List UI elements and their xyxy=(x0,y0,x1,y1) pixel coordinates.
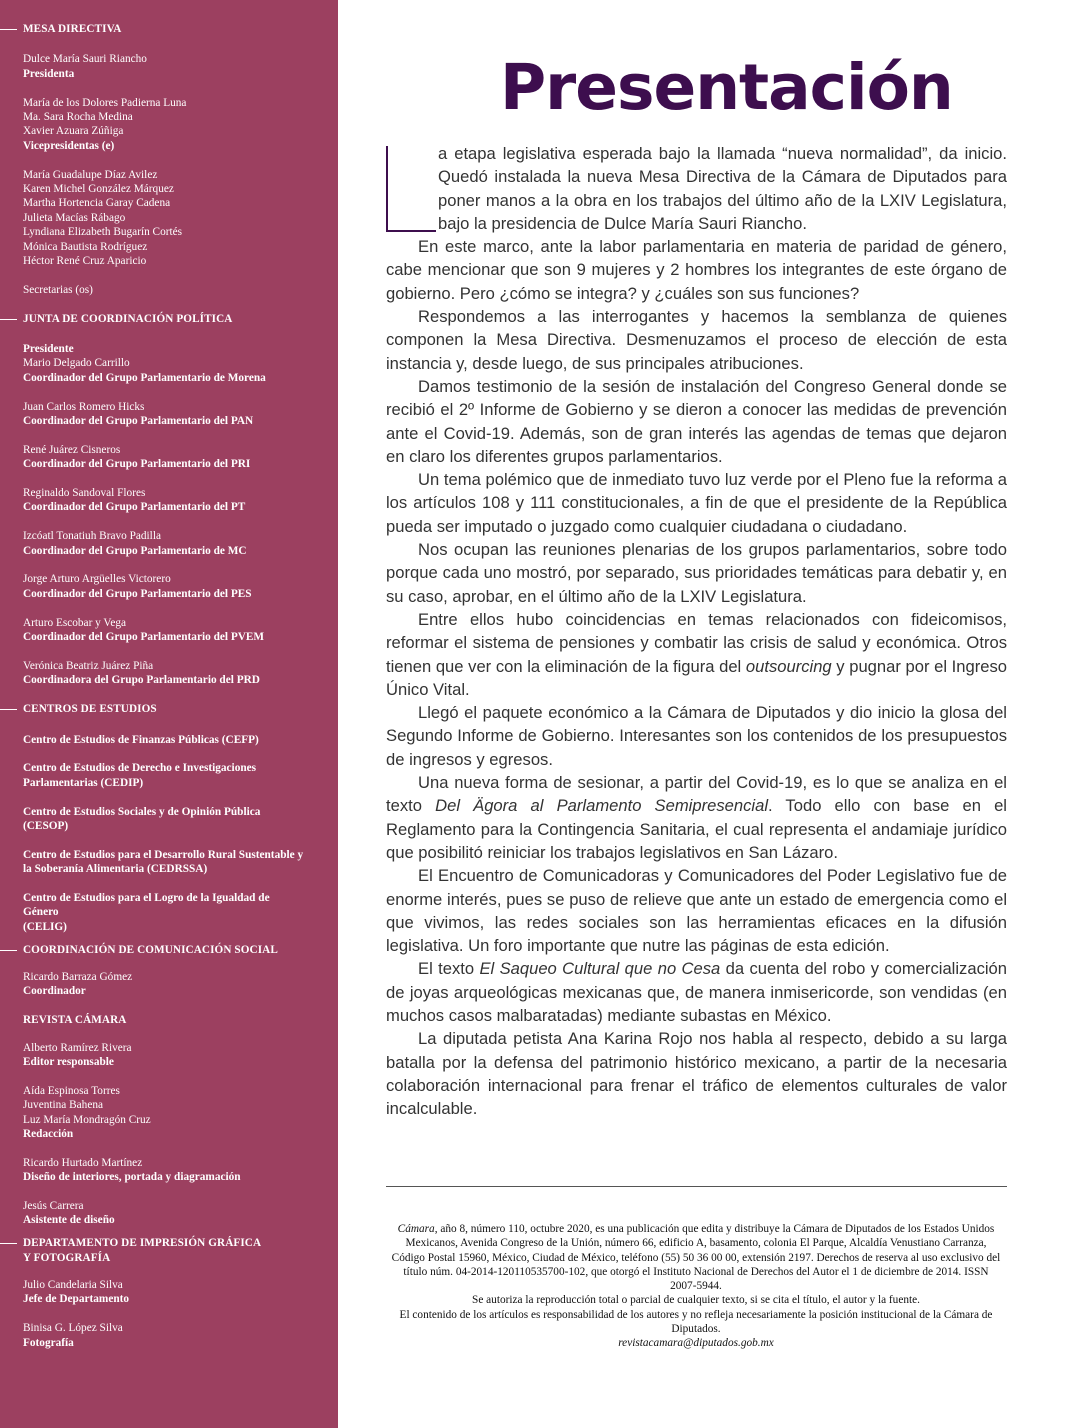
section-centros xyxy=(23,702,330,934)
staff-groups xyxy=(23,1041,330,1228)
staff-name: Juventina Bahena xyxy=(23,1099,103,1112)
staff-role: Presidente xyxy=(23,343,74,356)
paragraph-text: El texto xyxy=(418,959,480,979)
staff-group xyxy=(23,529,330,558)
staff-group xyxy=(23,659,330,688)
staff-name: Julieta Macías Rábago xyxy=(23,211,126,224)
staff-name: Héctor René Cruz Aparicio xyxy=(23,255,147,268)
staff-role: Coordinador del Grupo Parlamentario de Morena xyxy=(23,371,266,384)
staff-groups xyxy=(23,1278,330,1350)
footer-divider xyxy=(386,1186,1007,1187)
article-paragraph: Respondemos a las interrogantes y hacemos la semblanza de quienes componen la Mesa Directiva. Desmenuzamos el proceso de elección de esta instancia y, desde luego, de sus principales atribuciones. xyxy=(386,307,1007,373)
staff-name: María de los Dolores Padierna Luna xyxy=(23,96,187,109)
staff-name: Karen Michel González Márquez xyxy=(23,183,174,196)
publication-name: Cámara xyxy=(397,1223,435,1235)
staff-group xyxy=(23,400,330,429)
article-paragraph: Nos ocupan las reuniones plenarias de los grupos parlamentarios, sobre todo porque cada uno mostró, por separado, sus prioridades temáticas para debatir y, en su caso, aprobar, en el último año de la LXIV Legislatura. xyxy=(386,540,1007,606)
staff-name: René Juárez Cisneros xyxy=(23,443,121,456)
staff-name: Lyndiana Elizabeth Bugarín Cortés xyxy=(23,226,183,239)
staff-role: Coordinador del Grupo Parlamentario del PVEM xyxy=(23,631,265,644)
staff-role: Género xyxy=(23,906,59,919)
article-paragraph xyxy=(386,142,1007,235)
staff-group xyxy=(23,805,330,834)
staff-name: María Guadalupe Díaz Avilez xyxy=(23,168,158,181)
staff-groups xyxy=(23,342,330,688)
paragraph-text: da cuenta del robo y comercialización de joyas arqueológicas mexicanas que, de manera inmisericorde, son vendidas (en muchos casos malbaratadas) mediante subastas en México. xyxy=(386,959,1008,1025)
paragraph-text: . Todo ello con base en el Reglamento para la Contingencia Sanitaria, el cual representa el andamiaje jurídico que posibilitó reiniciar los trabajos legislativos en San Lázaro. xyxy=(386,796,1007,862)
staff-name: Binisa G. López Silva xyxy=(23,1322,123,1335)
staff-role: (CESOP) xyxy=(23,819,69,832)
staff-group xyxy=(23,891,330,934)
staff-role: Jefe de Departamento xyxy=(23,1293,130,1306)
staff-name: Dulce María Sauri Riancho xyxy=(23,53,147,66)
staff-group xyxy=(23,733,330,747)
section-heading: COORDINACIÓN DE COMUNICACIÓN SOCIAL xyxy=(23,943,330,957)
page-title: Presentación xyxy=(500,51,953,124)
paragraph-text: y pugnar por el Ingreso Único Vital. xyxy=(386,656,1007,699)
staff-group xyxy=(23,848,330,877)
staff-name: Reginaldo Sandoval Flores xyxy=(23,487,146,500)
staff-role: Coordinadora del Grupo Parlamentario del PRD xyxy=(23,674,260,687)
article-paragraph xyxy=(386,771,1007,864)
staff-role: Coordinador del Grupo Parlamentario del PT xyxy=(23,501,246,514)
staff-group xyxy=(23,1156,330,1185)
staff-role: (CELIG) xyxy=(23,920,67,933)
staff-name: Juan Carlos Romero Hicks xyxy=(23,400,145,413)
paragraph-text: Una nueva forma de sesionar, a partir del Covid-19, es lo que se analiza en el texto xyxy=(386,773,1007,816)
staff-name: Izcóatl Tonatiuh Bravo Padilla xyxy=(23,530,161,543)
staff-group xyxy=(23,1084,330,1142)
staff-name: Alberto Ramírez Rivera xyxy=(23,1041,132,1054)
staff-role: la Soberanía Alimentaria (CEDRSSA) xyxy=(23,863,208,876)
paragraph-italic: Del Ägora al Parlamento Semipresencial xyxy=(435,796,768,816)
staff-name: Martha Hortencia Garay Cadena xyxy=(23,197,171,210)
colophon-main xyxy=(390,1222,1002,1293)
colophon-rights: Se autoriza la reproducción total o parcial de cualquier texto, si se cita el título, el autor y la fuente. xyxy=(472,1294,920,1307)
staff-role: Editor responsable xyxy=(23,1055,114,1068)
staff-name: Julio Candelaria Silva xyxy=(23,1278,123,1291)
staff-group xyxy=(23,342,330,385)
staff-name: Luz María Mondragón Cruz xyxy=(23,1113,151,1126)
staff-role: Coordinador del Grupo Parlamentario del PRI xyxy=(23,458,251,471)
staff-name: Ma. Sara Rocha Medina xyxy=(23,111,133,124)
staff-role: Coordinador xyxy=(23,985,86,998)
staff-groups xyxy=(23,733,330,935)
paragraph-text: a etapa legislativa esperada bajo la llamada “nueva normalidad”, da inicio. Quedó instalada la nueva Mesa Directiva de la Cámara de Diputados para poner manos a la obra en los trabajos del último año de la LXIV Legislatura, bajo la presidencia de Dulce María Sauri Riancho. xyxy=(438,144,1007,233)
section-junta xyxy=(23,312,330,688)
article-body xyxy=(386,142,1007,1120)
staff-group xyxy=(23,486,330,515)
section-heading: REVISTA CÁMARA xyxy=(23,1014,127,1027)
colophon-disclaimer: El contenido de los artículos es responsabilidad de los autores y no refleja necesariamente la posición institucional de la Cámara de Diputados. xyxy=(399,1308,993,1336)
section-comunicacion xyxy=(23,943,330,999)
staff-groups xyxy=(23,970,330,999)
staff-group xyxy=(23,1199,330,1228)
staff-group xyxy=(23,1041,330,1070)
staff-group xyxy=(23,970,330,999)
colophon xyxy=(390,1222,1002,1351)
staff-name: Aída Espinosa Torres xyxy=(23,1084,120,1097)
staff-group xyxy=(23,443,330,472)
staff-name: Mario Delgado Carrillo xyxy=(23,357,130,370)
article-paragraph xyxy=(386,608,1007,701)
staff-group xyxy=(23,52,330,81)
staff-role: Coordinador del Grupo Parlamentario del PAN xyxy=(23,415,254,428)
staff-name: Ricardo Barraza Gómez xyxy=(23,970,133,983)
article-paragraph: Llegó el paquete económico a la Cámara de Diputados y dio inicio la glosa del Segundo Informe de Gobierno. Interesantes son los contenidos de los presupuestos de ingresos y egresos. xyxy=(386,703,1007,769)
staff-name: Jorge Arturo Argüelles Victorero xyxy=(23,573,171,586)
staff-role: Coordinador del Grupo Parlamentario del PES xyxy=(23,587,252,600)
staff-group xyxy=(23,1278,330,1307)
section-heading: CENTROS DE ESTUDIOS xyxy=(23,702,330,716)
staff-name: Secretarias (os) xyxy=(23,283,93,296)
staff-groups xyxy=(23,52,330,297)
staff-group xyxy=(23,168,330,269)
staff-name: Arturo Escobar y Vega xyxy=(23,616,127,629)
section-heading: JUNTA DE COORDINACIÓN POLÍTICA xyxy=(23,312,330,326)
paragraph-text: Entre ellos hubo coincidencias en temas relacionados con fideicomisos, reformar el sistema de pensiones y combatir las crisis de salud y económica. Otros tienen que ver con la eliminación de la figura del xyxy=(386,609,1007,676)
masthead-sidebar xyxy=(0,0,338,1428)
dropcap-ornament xyxy=(386,146,438,232)
staff-group xyxy=(23,283,330,297)
staff-group xyxy=(23,572,330,601)
staff-role: Centro de Estudios para el Desarrollo Rural Sustentable y xyxy=(23,848,304,861)
section-heading xyxy=(23,1236,330,1265)
section-heading: MESA DIRECTIVA xyxy=(23,22,330,36)
section-revista xyxy=(23,1013,330,1228)
colophon-text: , año 8, número 110, octubre 2020, es una publicación que edita y distribuye la Cámara de Diputados de los Estados Unidos Mexicanos, Avenida Congreso de la Unión, número 66, edificio A, basamento, colonia El Parque, Alcaldía Venustiano Carranza, Código Postal 15960, México, Ciudad de México, teléfono (55) 50 36 00 00, extensión 2197. Derechos de reserva al uso exclusivo del título núm. 04-2014-120110535700-102, que otorgó el Instituto Nacional de Derechos del Autor el 1 de diciembre de 2014. ISSN 2007-5944. xyxy=(391,1223,1001,1293)
staff-role: Centro de Estudios Sociales y de Opinión Pública xyxy=(23,805,261,818)
staff-role: Redacción xyxy=(23,1127,74,1140)
article-paragraph xyxy=(386,957,1007,1027)
paragraph-italic: outsourcing xyxy=(745,656,832,676)
staff-group xyxy=(23,616,330,645)
staff-role: Centro de Estudios de Derecho e Investigaciones xyxy=(23,762,257,775)
staff-role: Centro de Estudios para el Logro de la Igualdad de xyxy=(23,891,270,904)
heading-line: DEPARTAMENTO DE IMPRESIÓN GRÁFICA xyxy=(23,1237,262,1250)
staff-name: Jesús Carrera xyxy=(23,1199,84,1212)
article-paragraph: En este marco, ante la labor parlamentaria en materia de paridad de género, cabe mencionar que son 9 mujeres y 2 hombres los integrantes de este órgano de gobierno. Pero ¿cómo se integra? y ¿cuáles son sus funciones? xyxy=(386,237,1007,303)
article-paragraph: Damos testimonio de la sesión de instalación del Congreso General donde se recibió el 2º Informe de Gobierno y se dieron a conocer las medidas de prevención ante el Covid-19. Además, son de gran interés las agendas de temas que dejaron en claro los diferentes grupos parlamentarios. xyxy=(386,376,1007,466)
heading-line: Y FOTOGRAFÍA xyxy=(23,1251,111,1264)
contact-email[interactable] xyxy=(390,1336,1002,1350)
staff-name: Mónica Bautista Rodríguez xyxy=(23,240,148,253)
staff-role: Fotografía xyxy=(23,1336,74,1349)
email-link[interactable]: revistacamara@diputados.gob.mx xyxy=(618,1337,774,1350)
section-mesa-directiva xyxy=(23,22,330,297)
paragraph-italic: El Saqueo Cultural que no Cesa xyxy=(479,959,721,979)
article-paragraph: Un tema polémico que de inmediato tuvo luz verde por el Pleno fue la reforma a los artículos 108 y 111 constitucionales, a fin de que el presidente de la República pueda ser imputado o juzgado como cualquier ciudadana o ciudadano. xyxy=(386,470,1007,536)
staff-role: Parlamentarias (CEDIP) xyxy=(23,776,144,789)
staff-group xyxy=(23,761,330,790)
staff-role: Coordinador del Grupo Parlamentario de MC xyxy=(23,544,247,557)
staff-name: Verónica Beatriz Juárez Piña xyxy=(23,659,154,672)
staff-name: Xavier Azuara Zúñiga xyxy=(23,125,124,138)
staff-role: Presidenta xyxy=(23,67,75,80)
staff-role: Asistente de diseño xyxy=(23,1214,115,1227)
staff-name: Ricardo Hurtado Martínez xyxy=(23,1156,143,1169)
staff-role: Diseño de interiores, portada y diagramación xyxy=(23,1171,241,1184)
staff-group xyxy=(23,96,330,154)
staff-role: Vicepresidentas (e) xyxy=(23,139,115,152)
section-impresion xyxy=(23,1236,330,1350)
article-paragraph: El Encuentro de Comunicadoras y Comunicadores del Poder Legislativo fue de enorme interés, pues se puso de relieve que ante un estado de emergencia como el que vivimos, las redes sociales son las herramientas eficaces en la difusión legislativa. Un foro importante que nutre las páginas de esta edición. xyxy=(386,866,1007,956)
article-paragraph: La diputada petista Ana Karina Rojo nos habla al respecto, debido a su larga batalla por la defensa del patrimonio histórico mexicano, a partir de la necesaria colaboración internacional para frenar el tráfico de elementos culturales de valor incalculable. xyxy=(386,1029,1007,1119)
staff-role: Centro de Estudios de Finanzas Públicas (CEFP) xyxy=(23,733,259,746)
staff-group xyxy=(23,1321,330,1350)
